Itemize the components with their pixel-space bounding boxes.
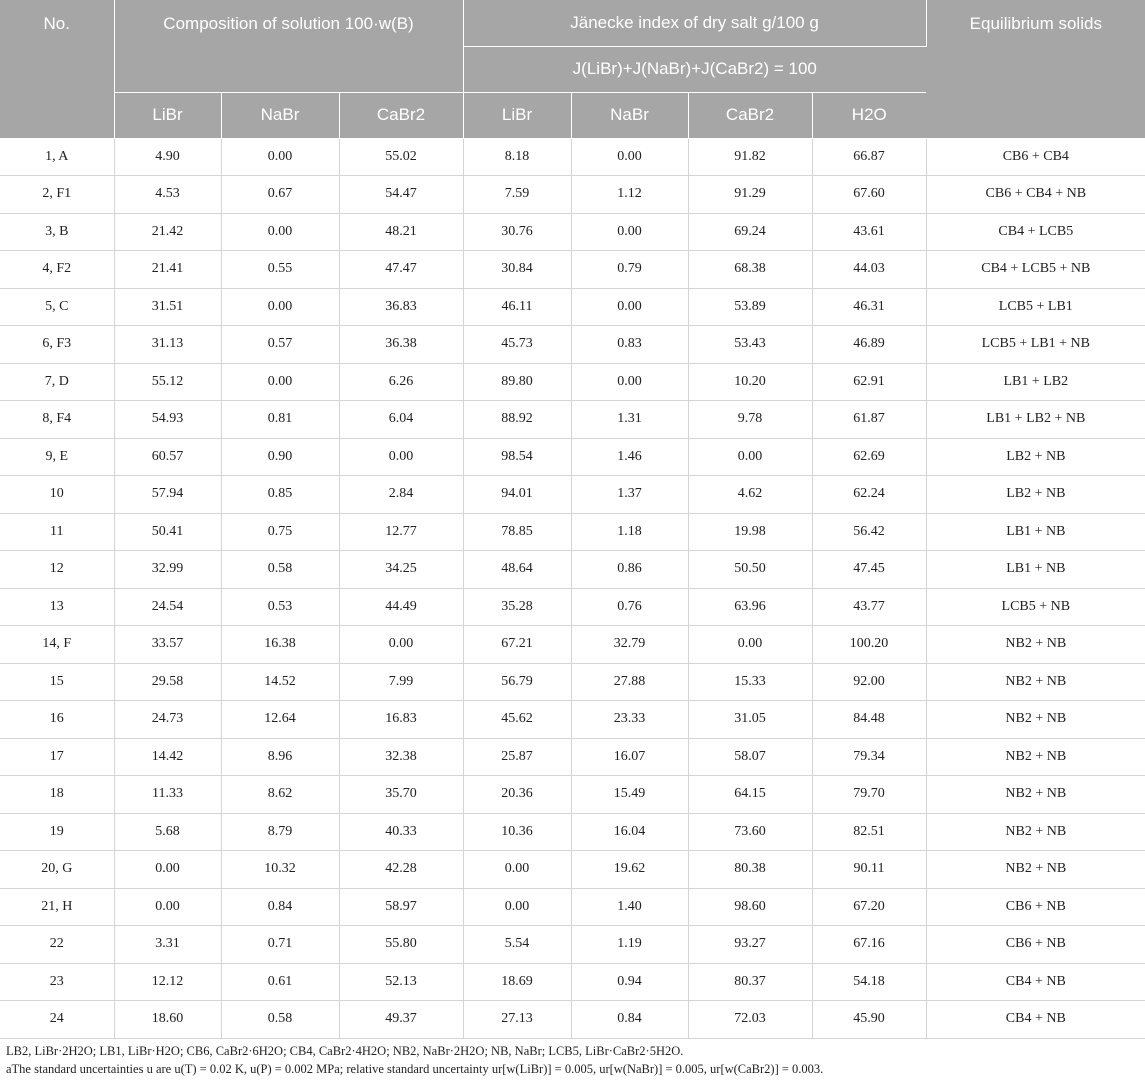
table-row <box>0 851 1145 889</box>
table-row <box>0 776 1145 814</box>
j-nabr-cell: 0.83 <box>571 326 688 364</box>
j-cabr2-cell: 50.50 <box>688 551 812 589</box>
h2o-cell: 90.11 <box>812 851 926 889</box>
equilibrium-cell: LB1 + NB <box>926 513 1145 551</box>
table-row <box>0 288 1145 326</box>
cabr2-cell: 48.21 <box>339 213 463 251</box>
h2o-cell: 45.90 <box>812 1001 926 1039</box>
equilibrium-cell: CB4 + NB <box>926 963 1145 1001</box>
row-number: 5, C <box>0 288 114 326</box>
equilibrium-cell: CB4 + LCB5 <box>926 213 1145 251</box>
j-cabr2-cell: 4.62 <box>688 476 812 514</box>
cabr2-cell: 34.25 <box>339 551 463 589</box>
h2o-cell: 92.00 <box>812 663 926 701</box>
table-row <box>0 888 1145 926</box>
row-number: 4, F2 <box>0 251 114 289</box>
equilibrium-cell: CB6 + CB4 <box>926 138 1145 176</box>
h2o-cell: 67.16 <box>812 926 926 964</box>
cabr2-cell: 0.00 <box>339 438 463 476</box>
equilibrium-cell: LCB5 + LB1 <box>926 288 1145 326</box>
libr-cell: 24.54 <box>114 588 221 626</box>
j-cabr2-cell: 31.05 <box>688 701 812 739</box>
row-number: 8, F4 <box>0 401 114 439</box>
no-header: No. <box>0 0 114 138</box>
equilibrium-cell: LB1 + LB2 <box>926 363 1145 401</box>
row-number: 22 <box>0 926 114 964</box>
row-number: 24 <box>0 1001 114 1039</box>
table-row <box>0 738 1145 776</box>
h2o-cell: 79.34 <box>812 738 926 776</box>
table-row <box>0 588 1145 626</box>
table-body <box>0 138 1145 1038</box>
cabr2-cell: 12.77 <box>339 513 463 551</box>
row-number: 3, B <box>0 213 114 251</box>
equilibrium-cell: CB6 + NB <box>926 926 1145 964</box>
equilibrium-cell: CB4 + LCB5 + NB <box>926 251 1145 289</box>
j-libr-cell: 45.73 <box>463 326 571 364</box>
subheader-cabr2: CaBr2 <box>339 92 463 138</box>
subheader-j-nabr: NaBr <box>571 92 688 138</box>
row-number: 21, H <box>0 888 114 926</box>
libr-cell: 24.73 <box>114 701 221 739</box>
j-libr-cell: 78.85 <box>463 513 571 551</box>
j-libr-cell: 7.59 <box>463 176 571 214</box>
libr-cell: 33.57 <box>114 626 221 664</box>
row-number: 2, F1 <box>0 176 114 214</box>
nabr-cell: 0.53 <box>221 588 339 626</box>
j-libr-cell: 27.13 <box>463 1001 571 1039</box>
equilibrium-cell: LB1 + LB2 + NB <box>926 401 1145 439</box>
j-nabr-cell: 0.00 <box>571 363 688 401</box>
row-number: 18 <box>0 776 114 814</box>
nabr-cell: 10.32 <box>221 851 339 889</box>
j-cabr2-cell: 80.37 <box>688 963 812 1001</box>
h2o-cell: 47.45 <box>812 551 926 589</box>
libr-cell: 55.12 <box>114 363 221 401</box>
nabr-cell: 0.00 <box>221 138 339 176</box>
libr-cell: 0.00 <box>114 888 221 926</box>
row-number: 1, A <box>0 138 114 176</box>
j-libr-cell: 48.64 <box>463 551 571 589</box>
j-libr-cell: 89.80 <box>463 363 571 401</box>
equilibrium-cell: LB2 + NB <box>926 476 1145 514</box>
j-cabr2-cell: 53.43 <box>688 326 812 364</box>
j-nabr-cell: 1.37 <box>571 476 688 514</box>
table-row <box>0 626 1145 664</box>
row-number: 14, F <box>0 626 114 664</box>
j-libr-cell: 8.18 <box>463 138 571 176</box>
j-libr-cell: 94.01 <box>463 476 571 514</box>
libr-cell: 4.90 <box>114 138 221 176</box>
libr-cell: 60.57 <box>114 438 221 476</box>
nabr-cell: 14.52 <box>221 663 339 701</box>
row-number: 13 <box>0 588 114 626</box>
cabr2-cell: 36.38 <box>339 326 463 364</box>
j-nabr-cell: 1.40 <box>571 888 688 926</box>
cabr2-cell: 6.04 <box>339 401 463 439</box>
libr-cell: 50.41 <box>114 513 221 551</box>
j-libr-cell: 88.92 <box>463 401 571 439</box>
h2o-cell: 82.51 <box>812 813 926 851</box>
libr-cell: 31.51 <box>114 288 221 326</box>
j-libr-cell: 30.76 <box>463 213 571 251</box>
h2o-cell: 62.91 <box>812 363 926 401</box>
cabr2-cell: 16.83 <box>339 701 463 739</box>
subheader-j-cabr2: CaBr2 <box>688 92 812 138</box>
equilibrium-cell: NB2 + NB <box>926 813 1145 851</box>
table-row <box>0 663 1145 701</box>
libr-cell: 21.42 <box>114 213 221 251</box>
table-row <box>0 513 1145 551</box>
h2o-cell: 66.87 <box>812 138 926 176</box>
nabr-cell: 0.55 <box>221 251 339 289</box>
table-row <box>0 813 1145 851</box>
j-cabr2-cell: 58.07 <box>688 738 812 776</box>
j-libr-cell: 45.62 <box>463 701 571 739</box>
cabr2-cell: 40.33 <box>339 813 463 851</box>
j-nabr-cell: 16.04 <box>571 813 688 851</box>
j-nabr-cell: 1.46 <box>571 438 688 476</box>
subheader-nabr: NaBr <box>221 92 339 138</box>
j-nabr-cell: 0.94 <box>571 963 688 1001</box>
j-cabr2-cell: 0.00 <box>688 626 812 664</box>
cabr2-cell: 2.84 <box>339 476 463 514</box>
j-nabr-cell: 0.00 <box>571 138 688 176</box>
libr-cell: 29.58 <box>114 663 221 701</box>
row-number: 6, F3 <box>0 326 114 364</box>
j-nabr-cell: 15.49 <box>571 776 688 814</box>
libr-cell: 0.00 <box>114 851 221 889</box>
h2o-cell: 54.18 <box>812 963 926 1001</box>
nabr-cell: 0.81 <box>221 401 339 439</box>
j-cabr2-cell: 15.33 <box>688 663 812 701</box>
equilibrium-cell: NB2 + NB <box>926 738 1145 776</box>
nabr-cell: 0.00 <box>221 363 339 401</box>
j-cabr2-cell: 98.60 <box>688 888 812 926</box>
uncertainty-note: aThe standard uncertainties u are u(T) = 0.02 K, u(P) = 0.002 MPa; relative standard uncertainty ur[w(LiBr)] = 0.005, ur[w(NaBr)] = 0.005, ur[w(CaBr2)] = 0.003. <box>6 1062 824 1076</box>
row-number: 15 <box>0 663 114 701</box>
table-row <box>0 363 1145 401</box>
nabr-cell: 8.96 <box>221 738 339 776</box>
nabr-cell: 0.75 <box>221 513 339 551</box>
j-nabr-cell: 0.00 <box>571 288 688 326</box>
j-nabr-cell: 16.07 <box>571 738 688 776</box>
h2o-cell: 79.70 <box>812 776 926 814</box>
cabr2-cell: 47.47 <box>339 251 463 289</box>
j-cabr2-cell: 91.82 <box>688 138 812 176</box>
libr-cell: 57.94 <box>114 476 221 514</box>
j-cabr2-cell: 73.60 <box>688 813 812 851</box>
j-nabr-cell: 0.84 <box>571 1001 688 1039</box>
j-nabr-cell: 0.86 <box>571 551 688 589</box>
cabr2-cell: 44.49 <box>339 588 463 626</box>
table-row <box>0 926 1145 964</box>
nabr-cell: 16.38 <box>221 626 339 664</box>
j-cabr2-cell: 72.03 <box>688 1001 812 1039</box>
table-row <box>0 476 1145 514</box>
cabr2-cell: 55.02 <box>339 138 463 176</box>
j-nabr-cell: 23.33 <box>571 701 688 739</box>
j-libr-cell: 0.00 <box>463 888 571 926</box>
libr-cell: 4.53 <box>114 176 221 214</box>
j-cabr2-cell: 69.24 <box>688 213 812 251</box>
h2o-cell: 67.20 <box>812 888 926 926</box>
nabr-cell: 0.71 <box>221 926 339 964</box>
equilibrium-cell: NB2 + NB <box>926 776 1145 814</box>
j-cabr2-cell: 19.98 <box>688 513 812 551</box>
j-cabr2-cell: 53.89 <box>688 288 812 326</box>
equilibrium-cell: CB6 + CB4 + NB <box>926 176 1145 214</box>
h2o-cell: 61.87 <box>812 401 926 439</box>
j-nabr-cell: 1.12 <box>571 176 688 214</box>
h2o-cell: 67.60 <box>812 176 926 214</box>
table-row <box>0 438 1145 476</box>
j-cabr2-cell: 64.15 <box>688 776 812 814</box>
row-number: 20, G <box>0 851 114 889</box>
j-libr-cell: 98.54 <box>463 438 571 476</box>
j-libr-cell: 46.11 <box>463 288 571 326</box>
row-number: 12 <box>0 551 114 589</box>
subheader-libr: LiBr <box>114 92 221 138</box>
nabr-cell: 8.79 <box>221 813 339 851</box>
table-row <box>0 401 1145 439</box>
row-number: 10 <box>0 476 114 514</box>
nabr-cell: 0.90 <box>221 438 339 476</box>
row-number: 11 <box>0 513 114 551</box>
libr-cell: 32.99 <box>114 551 221 589</box>
equilibrium-cell: LCB5 + LB1 + NB <box>926 326 1145 364</box>
j-libr-cell: 0.00 <box>463 851 571 889</box>
nabr-cell: 0.00 <box>221 288 339 326</box>
j-nabr-cell: 1.18 <box>571 513 688 551</box>
equilibrium-cell: NB2 + NB <box>926 663 1145 701</box>
composition-header: Composition of solution 100·w(B) <box>114 0 463 92</box>
equilibrium-cell: CB6 + NB <box>926 888 1145 926</box>
h2o-cell: 43.77 <box>812 588 926 626</box>
j-nabr-cell: 0.00 <box>571 213 688 251</box>
h2o-cell: 46.89 <box>812 326 926 364</box>
nabr-cell: 12.64 <box>221 701 339 739</box>
table-row <box>0 963 1145 1001</box>
libr-cell: 54.93 <box>114 401 221 439</box>
cabr2-cell: 35.70 <box>339 776 463 814</box>
equilibrium-cell: NB2 + NB <box>926 851 1145 889</box>
nabr-cell: 0.85 <box>221 476 339 514</box>
table-row <box>0 213 1145 251</box>
row-number: 9, E <box>0 438 114 476</box>
subheader-j-libr: LiBr <box>463 92 571 138</box>
row-number: 19 <box>0 813 114 851</box>
subheader-h2o: H2O <box>812 92 926 138</box>
j-nabr-cell: 32.79 <box>571 626 688 664</box>
table-row <box>0 701 1145 739</box>
nabr-cell: 0.00 <box>221 213 339 251</box>
j-cabr2-cell: 80.38 <box>688 851 812 889</box>
equilibrium-cell: NB2 + NB <box>926 701 1145 739</box>
h2o-cell: 46.31 <box>812 288 926 326</box>
j-nabr-cell: 1.31 <box>571 401 688 439</box>
j-libr-cell: 10.36 <box>463 813 571 851</box>
j-nabr-cell: 0.76 <box>571 588 688 626</box>
table-row <box>0 326 1145 364</box>
cabr2-cell: 49.37 <box>339 1001 463 1039</box>
nabr-cell: 0.58 <box>221 1001 339 1039</box>
j-nabr-cell: 19.62 <box>571 851 688 889</box>
table-row <box>0 1001 1145 1039</box>
j-libr-cell: 20.36 <box>463 776 571 814</box>
j-cabr2-cell: 0.00 <box>688 438 812 476</box>
j-cabr2-cell: 91.29 <box>688 176 812 214</box>
cabr2-cell: 6.26 <box>339 363 463 401</box>
j-libr-cell: 18.69 <box>463 963 571 1001</box>
equilibrium-cell: CB4 + NB <box>926 1001 1145 1039</box>
equilibrium-cell: LB2 + NB <box>926 438 1145 476</box>
janecke-header: Jänecke index of dry salt g/100 g <box>463 0 926 46</box>
table-row <box>0 138 1145 176</box>
libr-cell: 21.41 <box>114 251 221 289</box>
j-libr-cell: 25.87 <box>463 738 571 776</box>
nabr-cell: 0.84 <box>221 888 339 926</box>
cabr2-cell: 58.97 <box>339 888 463 926</box>
janecke-sum-header: J(LiBr)+J(NaBr)+J(CaBr2) = 100 <box>463 46 926 92</box>
cabr2-cell: 54.47 <box>339 176 463 214</box>
j-libr-cell: 35.28 <box>463 588 571 626</box>
h2o-cell: 56.42 <box>812 513 926 551</box>
cabr2-cell: 36.83 <box>339 288 463 326</box>
nabr-cell: 0.67 <box>221 176 339 214</box>
libr-cell: 31.13 <box>114 326 221 364</box>
table-footnotes <box>6 1042 823 1078</box>
nabr-cell: 0.61 <box>221 963 339 1001</box>
libr-cell: 18.60 <box>114 1001 221 1039</box>
h2o-cell: 44.03 <box>812 251 926 289</box>
equilibrium-cell: LCB5 + NB <box>926 588 1145 626</box>
libr-cell: 12.12 <box>114 963 221 1001</box>
equilibrium-cell: NB2 + NB <box>926 626 1145 664</box>
libr-cell: 3.31 <box>114 926 221 964</box>
table-row <box>0 251 1145 289</box>
cabr2-cell: 0.00 <box>339 626 463 664</box>
table-row <box>0 176 1145 214</box>
j-nabr-cell: 0.79 <box>571 251 688 289</box>
j-nabr-cell: 1.19 <box>571 926 688 964</box>
libr-cell: 11.33 <box>114 776 221 814</box>
j-libr-cell: 67.21 <box>463 626 571 664</box>
h2o-cell: 62.69 <box>812 438 926 476</box>
j-cabr2-cell: 9.78 <box>688 401 812 439</box>
h2o-cell: 62.24 <box>812 476 926 514</box>
h2o-cell: 100.20 <box>812 626 926 664</box>
j-cabr2-cell: 68.38 <box>688 251 812 289</box>
j-libr-cell: 30.84 <box>463 251 571 289</box>
j-cabr2-cell: 93.27 <box>688 926 812 964</box>
j-nabr-cell: 27.88 <box>571 663 688 701</box>
h2o-cell: 84.48 <box>812 701 926 739</box>
row-number: 7, D <box>0 363 114 401</box>
row-number: 16 <box>0 701 114 739</box>
j-cabr2-cell: 10.20 <box>688 363 812 401</box>
nabr-cell: 0.57 <box>221 326 339 364</box>
libr-cell: 14.42 <box>114 738 221 776</box>
cabr2-cell: 55.80 <box>339 926 463 964</box>
equilibrium-header: Equilibrium solids <box>926 0 1145 138</box>
row-number: 23 <box>0 963 114 1001</box>
cabr2-cell: 32.38 <box>339 738 463 776</box>
table-row <box>0 551 1145 589</box>
libr-cell: 5.68 <box>114 813 221 851</box>
h2o-cell: 43.61 <box>812 213 926 251</box>
nabr-cell: 0.58 <box>221 551 339 589</box>
nabr-cell: 8.62 <box>221 776 339 814</box>
table-header <box>0 0 1145 138</box>
j-libr-cell: 5.54 <box>463 926 571 964</box>
j-libr-cell: 56.79 <box>463 663 571 701</box>
row-number: 17 <box>0 738 114 776</box>
cabr2-cell: 7.99 <box>339 663 463 701</box>
j-cabr2-cell: 63.96 <box>688 588 812 626</box>
equilibrium-cell: LB1 + NB <box>926 551 1145 589</box>
cabr2-cell: 52.13 <box>339 963 463 1001</box>
cabr2-cell: 42.28 <box>339 851 463 889</box>
abbreviation-note: LB2, LiBr·2H2O; LB1, LiBr·H2O; CB6, CaBr2·6H2O; CB4, CaBr2·4H2O; NB2, NaBr·2H2O; NB, NaBr; LCB5, LiBr·CaBr2·5H2O. <box>6 1044 684 1058</box>
